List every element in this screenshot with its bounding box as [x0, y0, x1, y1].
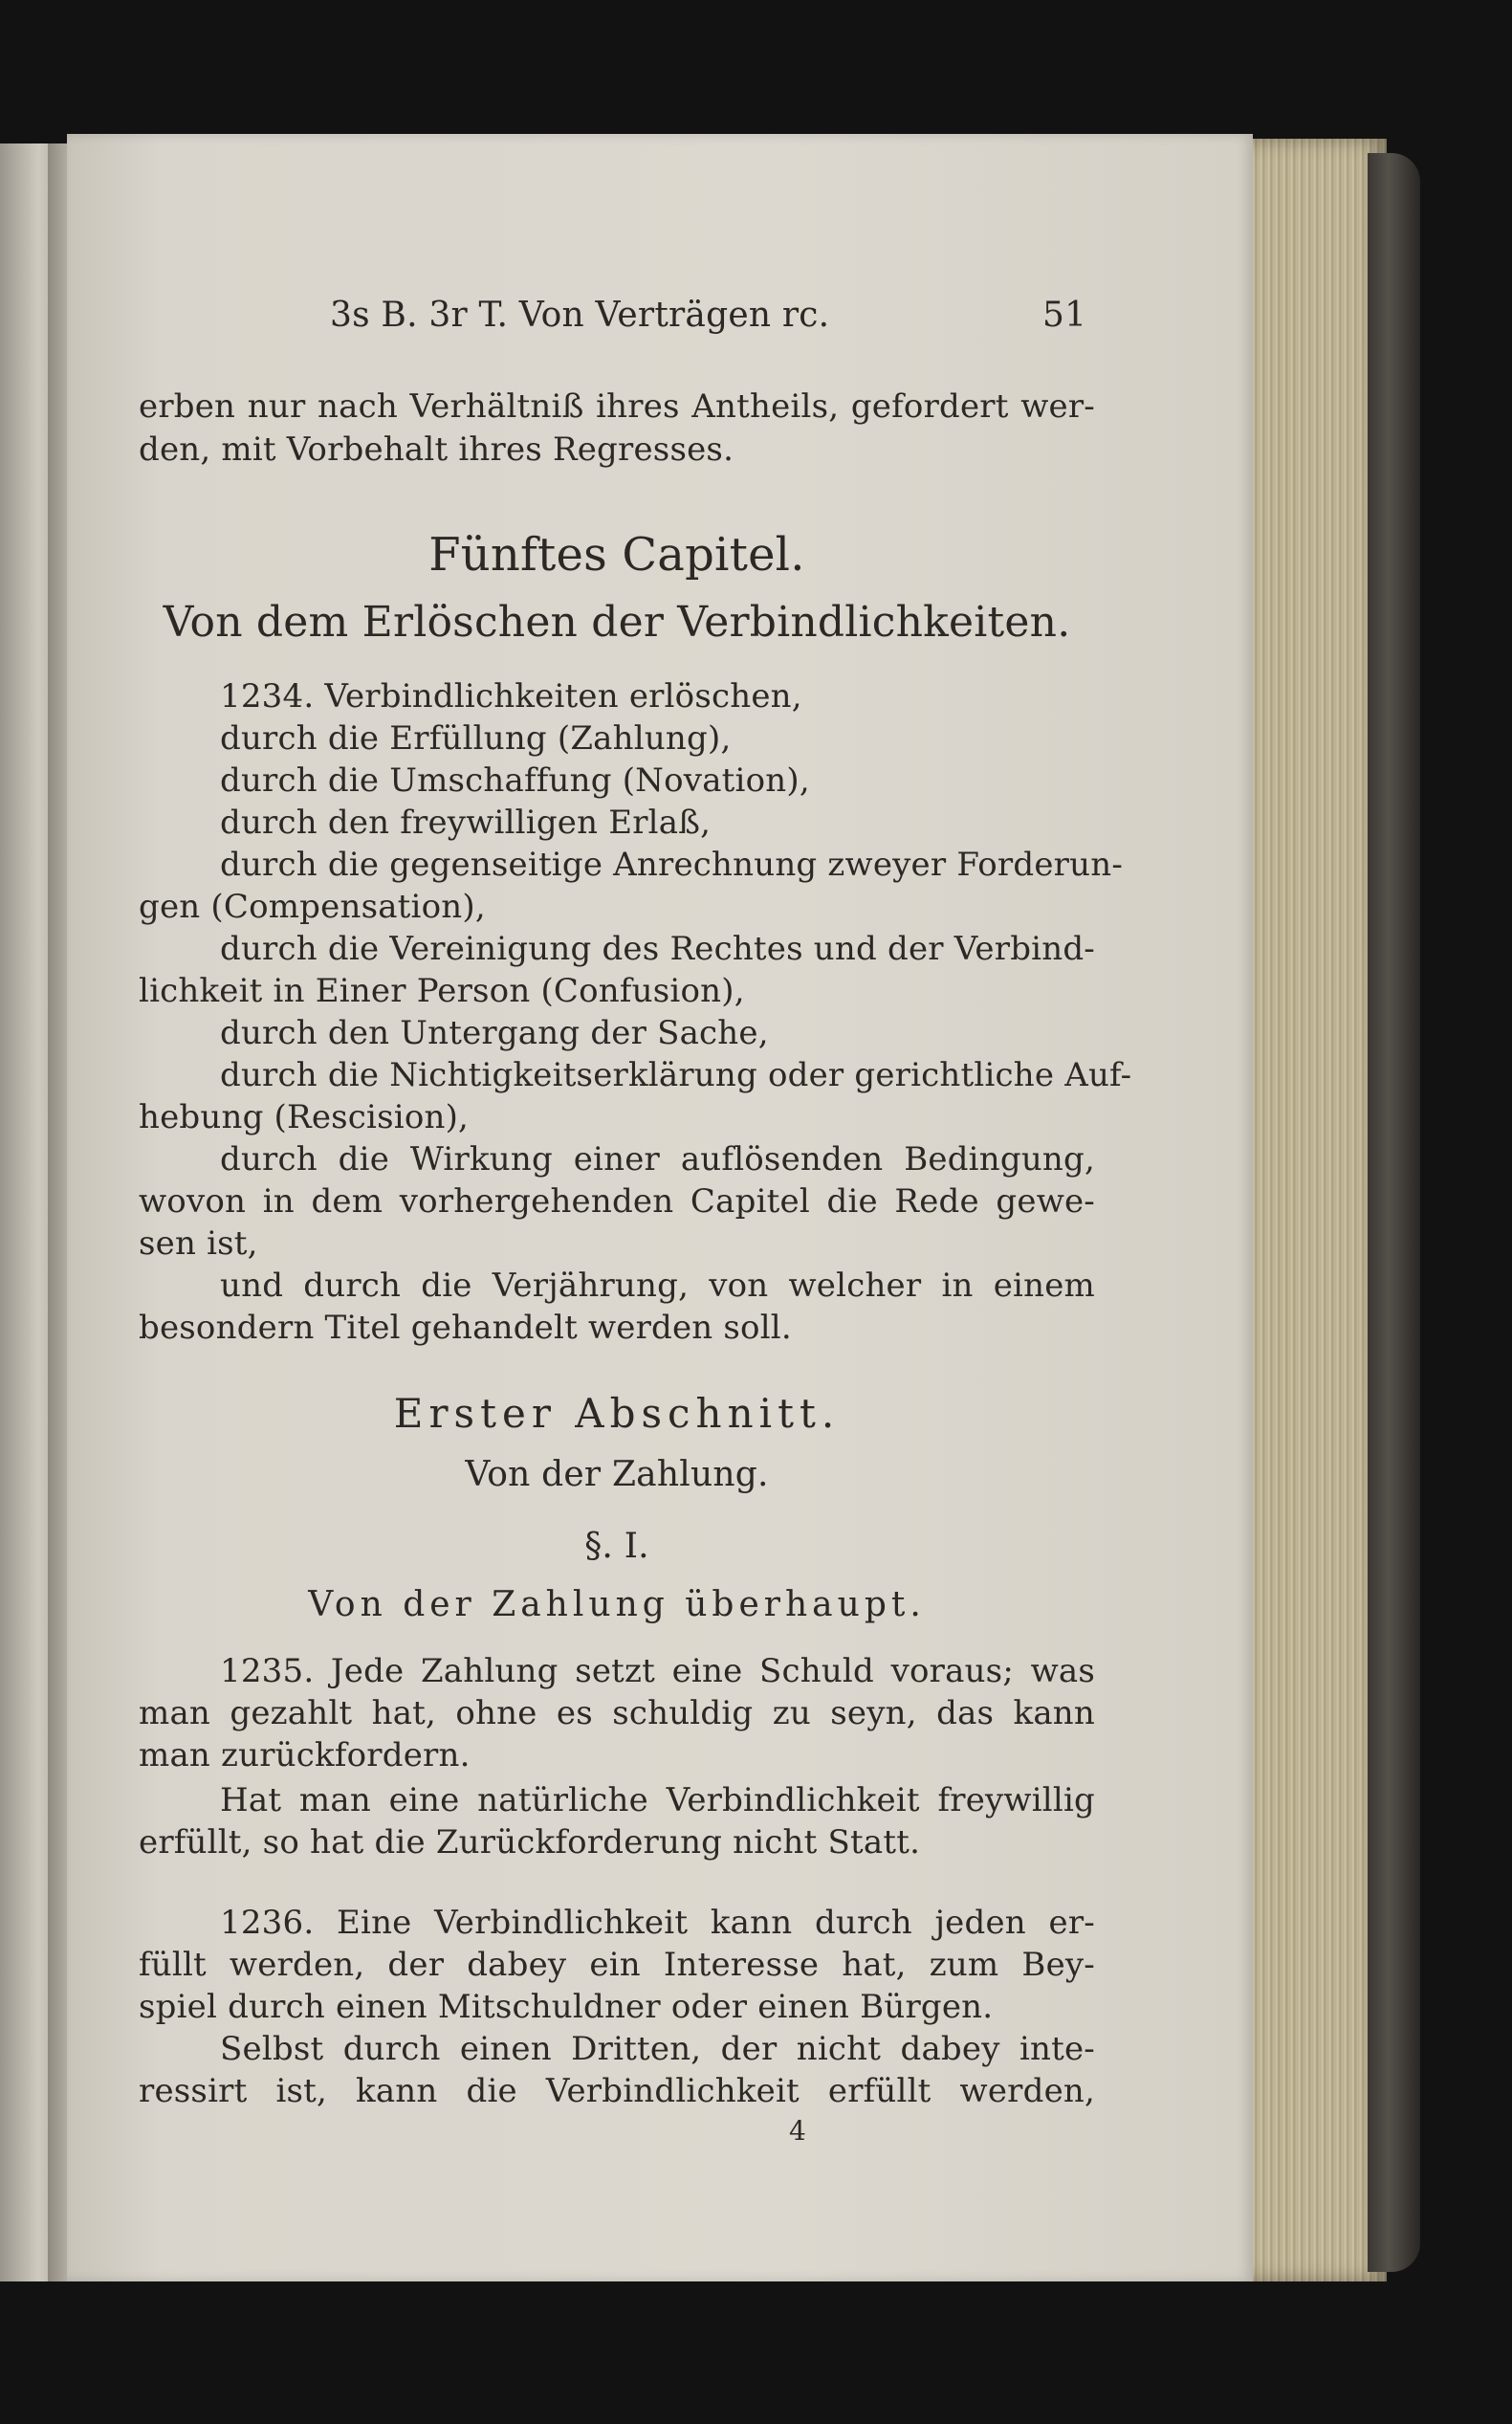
article-1234-line: durch den Untergang der Sache, [220, 1014, 769, 1052]
chapter-title: Fünftes Capitel. [428, 528, 805, 582]
article-1234-line: durch die Nichtigkeitserklärung oder gerichtliche Auf- [220, 1056, 1132, 1094]
paragraph-mark: §. I. [584, 1527, 649, 1566]
text-line: erben nur nach Verhältniß ihres Antheils, gefordert wer- [139, 387, 1095, 426]
article-1234-line: wovon in dem vorhergehenden Capitel die Rede gewe- [139, 1182, 1095, 1221]
book-cover [1368, 153, 1420, 2272]
article-1235-line: erfüllt, so hat die Zurückforderung nicht Statt. [139, 1823, 921, 1862]
article-1236-line: 1236. Eine Verbindlichkeit kann durch jeden er- [220, 1904, 1095, 1942]
article-1234-line: lichkeit in Einer Person (Confusion), [139, 972, 745, 1010]
chapter-subtitle: Von dem Erlöschen der Verbindlichkeiten. [163, 598, 1071, 647]
article-1234-line: durch die gegenseitige Anrechnung zweyer Forderun- [220, 846, 1124, 884]
signature-mark: 4 [789, 2115, 807, 2147]
article-1234-line: besondern Titel gehandelt werden soll. [139, 1309, 792, 1347]
article-1235-line: man zurückfordern. [139, 1736, 471, 1774]
article-1235-line: 1235. Jede Zahlung setzt eine Schuld voraus; was [220, 1652, 1095, 1690]
article-1234-line: 1234. Verbindlichkeiten erlöschen, [220, 677, 802, 716]
article-1236-line: spiel durch einen Mitschuldner oder einen Bürgen. [139, 1988, 994, 2026]
page-text [139, 0, 1132, 2424]
section-subtitle: Von der Zahlung. [465, 1455, 769, 1494]
article-1235-line: man gezahlt hat, ohne es schuldig zu seyn, das kann [139, 1694, 1095, 1732]
article-1234-line: durch die Umschaffung (Novation), [220, 761, 810, 800]
article-1236-line: Selbst durch einen Dritten, der nicht dabey inte- [220, 2030, 1095, 2068]
article-1234-line: hebung (Rescision), [139, 1098, 470, 1136]
article-1234-line: durch die Vereinigung des Rechtes und der Verbind- [220, 930, 1095, 968]
article-1234-line: durch die Erfüllung (Zahlung), [220, 719, 732, 758]
article-1234-line: durch die Wirkung einer auflösenden Bedingung, [220, 1140, 1095, 1179]
article-1234-line: und durch die Verjährung, von welcher in einem [220, 1267, 1095, 1305]
article-1234-line: durch den freywilligen Erlaß, [220, 804, 712, 842]
page-number: 51 [1042, 296, 1087, 335]
page-edges [1243, 139, 1387, 2281]
article-1235-line: Hat man eine natürliche Verbindlichkeit freywillig [220, 1781, 1095, 1819]
text-line: den, mit Vorbehalt ihres Regresses. [139, 430, 734, 469]
running-title: 3s B. 3r T. Von Verträgen rc. [330, 296, 830, 335]
article-1236-line: füllt werden, der dabey ein Interesse hat, zum Bey- [139, 1946, 1095, 1984]
article-1234-line: sen ist, [139, 1224, 258, 1263]
article-1234-line: gen (Compensation), [139, 888, 486, 926]
section-title: Erster Abschnitt. [393, 1390, 841, 1437]
article-1236-line: ressirt ist, kann die Verbindlichkeit erfüllt werden, [139, 2072, 1095, 2110]
paragraph-title: Von der Zahlung überhaupt. [308, 1585, 926, 1624]
